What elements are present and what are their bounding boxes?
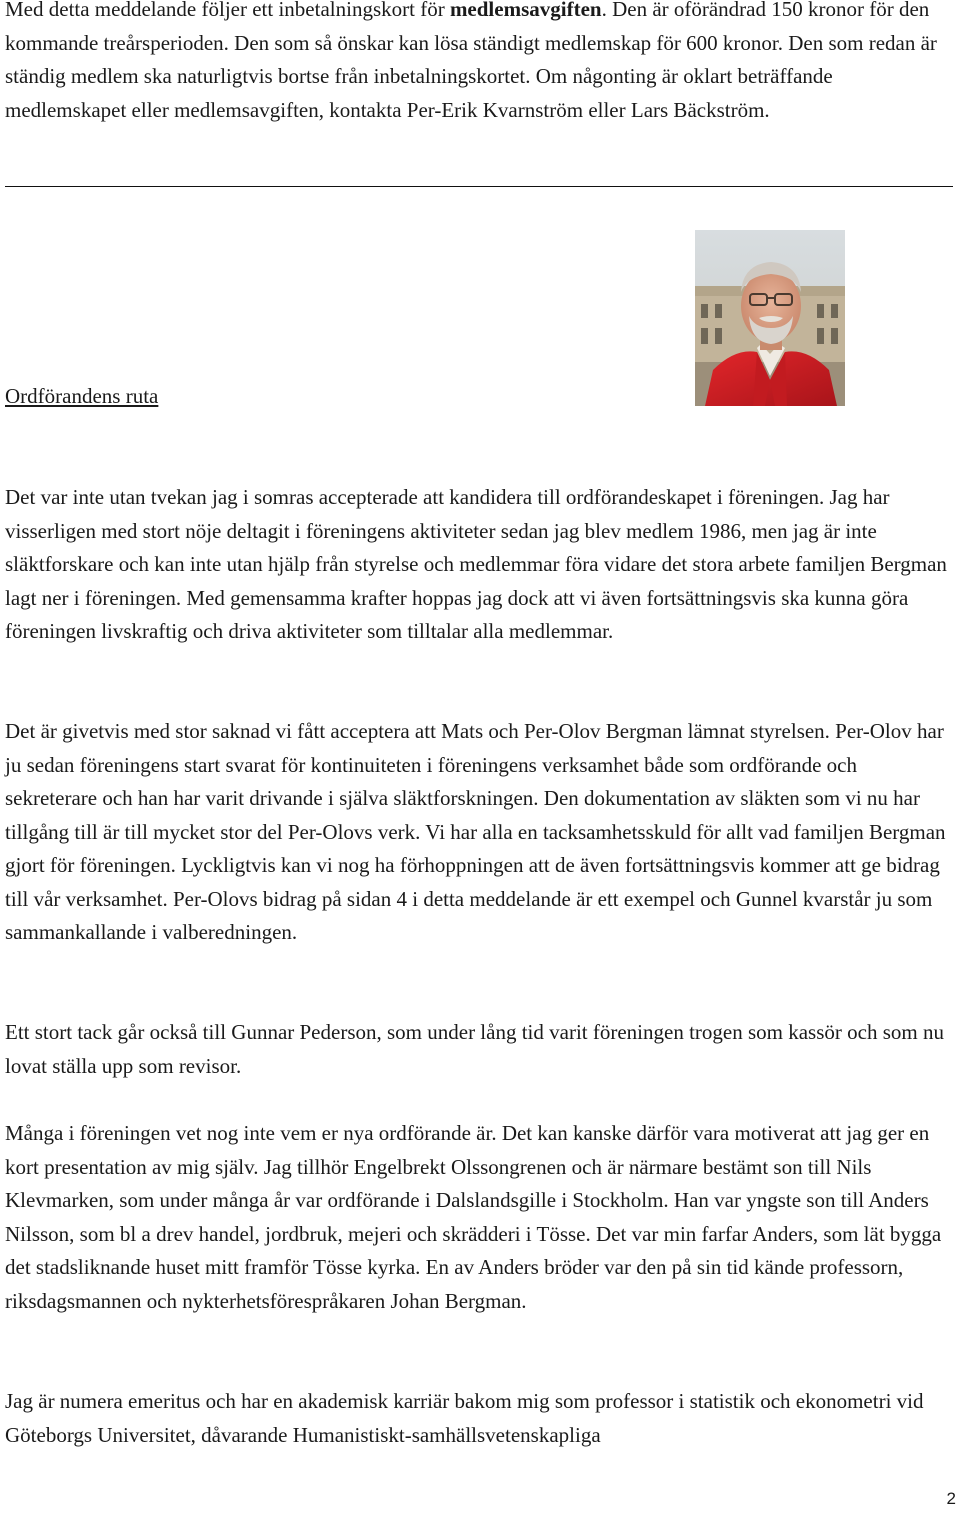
body-paragraph-3: Ett stort tack går också till Gunnar Pederson, som under lång tid varit föreningen trogen som kassör och som nu lovat ställa upp som revisor. — [5, 1020, 944, 1078]
section-heading: Ordförandens ruta — [5, 384, 159, 408]
section-divider — [5, 186, 953, 187]
page-number: 2 — [946, 1489, 956, 1508]
body-paragraph-1: Det var inte utan tvekan jag i somras accepterade att kandidera till ordförandeskapet i föreningen. Jag har visserligen med stort nöje deltagit i föreningens aktiviteter sedan jag blev medlem 1986, men jag är inte släktforskare och kan inte utan hjälp från styrelse och medlemmar föra vidare det stora arbete familjen Bergman lagt ner i föreningen. Med gemensamma krafter hoppas jag dock att vi även fortsättningsvis ska kunna göra föreningen livskraftig och driva aktiviteter som tilltalar alla medlemmar. — [5, 485, 947, 643]
body-paragraph-5: Jag är numera emeritus och har en akademisk karriär bakom mig som professor i statistik och ekonometri vid Göteborgs Universitet, dåvarande Humanistiskt-samhällsvetenskapliga — [5, 1389, 924, 1447]
body-paragraph-4: Många i föreningen vet nog inte vem er nya ordförande är. Det kan kanske därför vara motiverat att jag ger en kort presentation av mig själv. Jag tillhör Engelbrekt Olssongrenen och är närmare bestämt son till Nils Klevmarken, som under många år var ordförande i Dalslandsgille i Stockholm. Han var yngste son till Anders Nilsson, som bl a drev handel, jordbruk, mejeri och skrädderi i Tösse. Det var min farfar Anders, som lät bygga det stadsliknande huset mitt framför Tösse kyrka. En av Anders bröder var den på sin tid kände professorn, riksdagsmannen och nykterhetsförespråkaren Johan Bergman. — [5, 1121, 942, 1313]
intro-paragraph — [5, 0, 953, 127]
portrait-icon — [695, 230, 845, 406]
intro-text-end: . Den är oförändrad 150 kronor för den kommande treårsperioden. Den som så önskar kan lösa ständigt medlemskap för 600 kronor. Den som redan är ständig medlem ska naturligtvis bortse från inbetalningskortet. Om någonting är oklart beträffande medlemskapet eller medlemsavgiften, kontakta Per-Erik Kvarnström eller Lars Bäckström. — [5, 0, 937, 122]
chairman-portrait-photo — [695, 230, 845, 406]
intro-text-start: Med detta meddelande följer ett inbetalningskort för — [5, 0, 450, 21]
intro-bold-term: medlemsavgiften — [449, 0, 602, 21]
body-paragraph-2: Det är givetvis med stor saknad vi fått acceptera att Mats och Per-Olov Bergman lämnat styrelsen. Per-Olov har ju sedan föreningens start svarat för kontinuiteten i föreningens verksamhet både som ordförande och sekreterare och han har varit drivande i själva släktforskningen. Den dokumentation av släkten som vi nu har tillgång till är till mycket stor del Per-Olovs verk. Vi har alla en tacksamhetsskuld för allt vad familjen Bergman gjort för föreningen. Lyckligtvis kan vi nog ha förhoppningen att de även fortsättningsvis kommer att ge bidrag till vår verksamhet. Per-Olovs bidrag på sidan 4 i detta meddelande är ett exempel och Gunnel kvarstår ju som sammankallande i valberedningen. — [5, 719, 946, 944]
